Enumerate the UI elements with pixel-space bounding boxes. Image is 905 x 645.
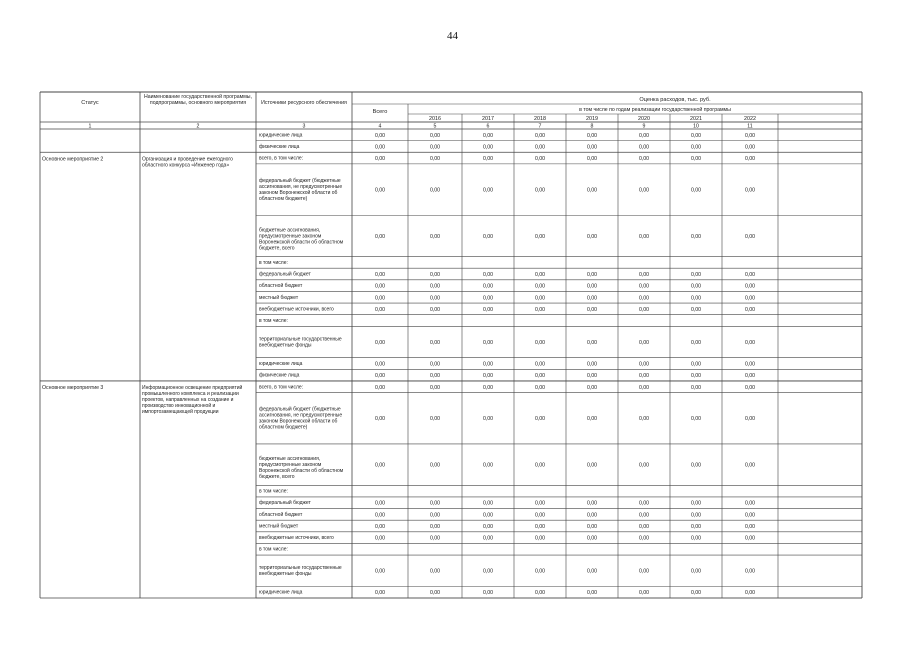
value-year: 0,00 xyxy=(429,132,441,139)
value-year: 0,00 xyxy=(482,590,494,597)
value-year: 0,00 xyxy=(586,144,598,151)
value-year: 0,00 xyxy=(690,416,702,423)
value-year: 0,00 xyxy=(744,306,756,313)
funding-source: в том числе: xyxy=(259,259,288,266)
header-estimate: Оценка расходов, тыс. руб. xyxy=(639,97,711,103)
value-year: 0,00 xyxy=(482,283,494,290)
value-year: 0,00 xyxy=(638,187,650,194)
value-total: 0,00 xyxy=(374,187,386,194)
value-year: 0,00 xyxy=(429,156,441,163)
value-year: 0,00 xyxy=(429,340,441,347)
value-year: 0,00 xyxy=(482,187,494,194)
value-year: 0,00 xyxy=(586,156,598,163)
value-year: 0,00 xyxy=(534,384,546,391)
value-year: 0,00 xyxy=(482,373,494,380)
value-year: 0,00 xyxy=(534,187,546,194)
value-year: 0,00 xyxy=(586,295,598,302)
funding-source: федеральный бюджет (бюджетные ассигнования, не предусмотренные законом Воронежской области об областном бюджете) xyxy=(259,406,343,431)
value-year: 0,00 xyxy=(744,512,756,519)
value-year: 0,00 xyxy=(690,272,702,279)
value-year: 0,00 xyxy=(690,340,702,347)
measure-name: Информационное освещение предприятий промышленного комплекса и реализации проектов, направленных на создание и производство инновационной и импортозамещающей продукции xyxy=(142,384,243,415)
value-year: 0,00 xyxy=(690,306,702,313)
funding-source: федеральный бюджет xyxy=(259,500,311,507)
value-year: 0,00 xyxy=(690,512,702,519)
value-year: 0,00 xyxy=(690,384,702,391)
value-year: 0,00 xyxy=(586,416,598,423)
value-year: 0,00 xyxy=(534,523,546,530)
header-col-number: 11 xyxy=(747,123,753,130)
value-year: 0,00 xyxy=(744,590,756,597)
value-year: 0,00 xyxy=(586,535,598,542)
header-col-number: 10 xyxy=(693,123,699,130)
value-year: 0,00 xyxy=(482,523,494,530)
value-year: 0,00 xyxy=(429,144,441,151)
value-year: 0,00 xyxy=(744,416,756,423)
value-year: 0,00 xyxy=(429,295,441,302)
value-total: 0,00 xyxy=(374,500,386,507)
value-total: 0,00 xyxy=(374,340,386,347)
value-year: 0,00 xyxy=(744,523,756,530)
value-year: 0,00 xyxy=(429,500,441,507)
value-year: 0,00 xyxy=(534,132,546,139)
header-col-number: 1 xyxy=(88,123,92,130)
value-year: 0,00 xyxy=(482,416,494,423)
value-year: 0,00 xyxy=(638,144,650,151)
funding-source: федеральный бюджет (бюджетные ассигнования, не предусмотренные законом Воронежской области об областном бюджете) xyxy=(259,178,343,203)
value-total: 0,00 xyxy=(374,272,386,279)
value-year: 0,00 xyxy=(690,283,702,290)
value-year: 0,00 xyxy=(586,306,598,313)
funding-source: в том числе: xyxy=(259,488,288,495)
value-year: 0,00 xyxy=(744,187,756,194)
value-year: 0,00 xyxy=(482,132,494,139)
value-total: 0,00 xyxy=(374,568,386,575)
value-year: 0,00 xyxy=(586,373,598,380)
value-year: 0,00 xyxy=(429,512,441,519)
value-year: 0,00 xyxy=(429,462,441,469)
value-year: 0,00 xyxy=(744,233,756,240)
funding-source: бюджетные ассигнования, предусмотренные законом Воронежской области об областном бюджете, всего xyxy=(259,227,344,252)
value-year: 0,00 xyxy=(638,295,650,302)
header-col-number: 5 xyxy=(433,123,437,130)
header-year: 2018 xyxy=(534,116,546,122)
value-year: 0,00 xyxy=(534,416,546,423)
value-year: 0,00 xyxy=(638,535,650,542)
value-year: 0,00 xyxy=(429,187,441,194)
status-label: Основное мероприятие 2 xyxy=(42,156,104,163)
funding-source: областной бюджет xyxy=(259,283,303,290)
value-year: 0,00 xyxy=(638,384,650,391)
value-total: 0,00 xyxy=(374,233,386,240)
header-col-number: 6 xyxy=(486,123,490,130)
header-status: Статус xyxy=(81,100,99,106)
value-total: 0,00 xyxy=(374,523,386,530)
funding-source: юридические лица xyxy=(259,132,303,139)
value-year: 0,00 xyxy=(744,132,756,139)
value-total: 0,00 xyxy=(374,535,386,542)
funding-source: областной бюджет xyxy=(259,511,303,518)
page-number: 44 xyxy=(447,30,458,42)
value-year: 0,00 xyxy=(429,523,441,530)
value-year: 0,00 xyxy=(429,373,441,380)
value-year: 0,00 xyxy=(690,132,702,139)
value-year: 0,00 xyxy=(638,462,650,469)
value-year: 0,00 xyxy=(744,283,756,290)
value-year: 0,00 xyxy=(534,144,546,151)
funding-source: внебюджетные источники, всего xyxy=(259,306,334,313)
value-year: 0,00 xyxy=(638,590,650,597)
header-col-number: 7 xyxy=(538,123,542,130)
value-year: 0,00 xyxy=(744,156,756,163)
value-year: 0,00 xyxy=(638,233,650,240)
value-total: 0,00 xyxy=(374,373,386,380)
value-year: 0,00 xyxy=(534,283,546,290)
value-year: 0,00 xyxy=(744,384,756,391)
funding-source: федеральный бюджет xyxy=(259,271,311,278)
value-total: 0,00 xyxy=(374,283,386,290)
funding-source: территориальные государственные внебюджетные фонды xyxy=(259,565,342,578)
value-year: 0,00 xyxy=(482,384,494,391)
header-col-number: 4 xyxy=(378,123,382,130)
value-year: 0,00 xyxy=(690,187,702,194)
value-year: 0,00 xyxy=(690,568,702,575)
value-year: 0,00 xyxy=(482,340,494,347)
value-year: 0,00 xyxy=(690,373,702,380)
value-year: 0,00 xyxy=(744,568,756,575)
value-year: 0,00 xyxy=(534,156,546,163)
value-year: 0,00 xyxy=(586,233,598,240)
value-year: 0,00 xyxy=(429,272,441,279)
value-year: 0,00 xyxy=(429,416,441,423)
value-year: 0,00 xyxy=(534,462,546,469)
funding-source: всего, в том числе: xyxy=(259,384,304,391)
value-year: 0,00 xyxy=(586,272,598,279)
value-year: 0,00 xyxy=(638,568,650,575)
header-subtitle: в том числе по годам реализации государственной программы xyxy=(579,107,731,113)
value-year: 0,00 xyxy=(690,361,702,368)
header-year: 2020 xyxy=(638,116,650,122)
header-year: 2021 xyxy=(690,116,702,122)
value-year: 0,00 xyxy=(586,361,598,368)
funding-source: в том числе: xyxy=(259,546,288,553)
value-year: 0,00 xyxy=(586,590,598,597)
value-year: 0,00 xyxy=(638,306,650,313)
value-year: 0,00 xyxy=(690,523,702,530)
funding-source: юридические лица xyxy=(259,589,303,596)
value-total: 0,00 xyxy=(374,144,386,151)
value-year: 0,00 xyxy=(586,568,598,575)
value-year: 0,00 xyxy=(690,233,702,240)
value-year: 0,00 xyxy=(638,500,650,507)
value-year: 0,00 xyxy=(690,295,702,302)
value-year: 0,00 xyxy=(482,535,494,542)
value-year: 0,00 xyxy=(744,340,756,347)
value-year: 0,00 xyxy=(429,361,441,368)
value-year: 0,00 xyxy=(586,500,598,507)
header-source: Источники ресурсного обеспечения xyxy=(261,100,347,106)
value-total: 0,00 xyxy=(374,156,386,163)
value-year: 0,00 xyxy=(482,233,494,240)
value-year: 0,00 xyxy=(482,512,494,519)
value-year: 0,00 xyxy=(586,187,598,194)
value-year: 0,00 xyxy=(482,568,494,575)
value-year: 0,00 xyxy=(586,462,598,469)
value-total: 0,00 xyxy=(374,361,386,368)
value-year: 0,00 xyxy=(744,272,756,279)
header-col-number: 8 xyxy=(590,123,594,130)
value-year: 0,00 xyxy=(638,361,650,368)
funding-source: местный бюджет xyxy=(259,294,299,301)
value-total: 0,00 xyxy=(374,462,386,469)
value-year: 0,00 xyxy=(429,233,441,240)
value-year: 0,00 xyxy=(638,132,650,139)
value-year: 0,00 xyxy=(482,144,494,151)
value-year: 0,00 xyxy=(482,500,494,507)
value-year: 0,00 xyxy=(534,306,546,313)
value-year: 0,00 xyxy=(690,590,702,597)
value-year: 0,00 xyxy=(429,535,441,542)
value-year: 0,00 xyxy=(534,590,546,597)
value-year: 0,00 xyxy=(744,535,756,542)
funding-source: юридические лица xyxy=(259,361,303,367)
header-col-number: 9 xyxy=(642,123,646,130)
value-year: 0,00 xyxy=(690,535,702,542)
value-year: 0,00 xyxy=(586,523,598,530)
value-year: 0,00 xyxy=(744,462,756,469)
value-year: 0,00 xyxy=(586,384,598,391)
header-year: 2019 xyxy=(586,116,598,122)
value-year: 0,00 xyxy=(638,272,650,279)
value-year: 0,00 xyxy=(534,361,546,368)
value-total: 0,00 xyxy=(374,416,386,423)
measure-name: Организация и проведение ежегодного областного конкурса «Инженер года» xyxy=(142,156,233,169)
value-total: 0,00 xyxy=(374,295,386,302)
value-year: 0,00 xyxy=(482,462,494,469)
value-total: 0,00 xyxy=(374,132,386,139)
value-year: 0,00 xyxy=(744,295,756,302)
value-year: 0,00 xyxy=(638,512,650,519)
value-year: 0,00 xyxy=(429,384,441,391)
funding-source: физические лица xyxy=(259,143,300,150)
value-year: 0,00 xyxy=(482,361,494,368)
header-total: Всего xyxy=(372,109,388,115)
value-year: 0,00 xyxy=(534,535,546,542)
value-year: 0,00 xyxy=(586,512,598,519)
funding-source: местный бюджет xyxy=(259,523,299,530)
value-year: 0,00 xyxy=(534,233,546,240)
value-total: 0,00 xyxy=(374,306,386,313)
value-year: 0,00 xyxy=(638,156,650,163)
value-year: 0,00 xyxy=(429,590,441,597)
value-year: 0,00 xyxy=(638,416,650,423)
value-year: 0,00 xyxy=(534,373,546,380)
value-year: 0,00 xyxy=(534,500,546,507)
value-year: 0,00 xyxy=(429,568,441,575)
value-year: 0,00 xyxy=(482,306,494,313)
value-year: 0,00 xyxy=(586,132,598,139)
header-year: 2022 xyxy=(744,116,756,122)
value-year: 0,00 xyxy=(690,462,702,469)
value-year: 0,00 xyxy=(534,295,546,302)
funding-source: внебюджетные источники, всего xyxy=(259,535,334,542)
value-year: 0,00 xyxy=(534,272,546,279)
value-year: 0,00 xyxy=(744,144,756,151)
value-total: 0,00 xyxy=(374,384,386,391)
funding-source: физические лица xyxy=(259,372,300,379)
value-year: 0,00 xyxy=(744,373,756,380)
funding-source: бюджетные ассигнования, предусмотренные законом Воронежской области об областном бюджете, всего xyxy=(259,456,344,481)
header-program: Наименование государственной программы, подпрограммы, основного мероприятия xyxy=(144,94,252,106)
header-year: 2017 xyxy=(482,116,494,122)
value-year: 0,00 xyxy=(638,283,650,290)
value-year: 0,00 xyxy=(429,306,441,313)
funding-source: территориальные государственные внебюджетные фонды xyxy=(259,336,342,349)
value-year: 0,00 xyxy=(586,283,598,290)
value-total: 0,00 xyxy=(374,590,386,597)
funding-source: в том числе: xyxy=(259,318,288,325)
funding-source: всего, в том числе: xyxy=(259,155,304,162)
value-year: 0,00 xyxy=(690,500,702,507)
header-year: 2016 xyxy=(429,116,441,122)
value-year: 0,00 xyxy=(638,340,650,347)
value-year: 0,00 xyxy=(586,340,598,347)
value-year: 0,00 xyxy=(638,373,650,380)
value-year: 0,00 xyxy=(429,283,441,290)
value-year: 0,00 xyxy=(744,361,756,368)
header-col-number: 3 xyxy=(302,123,306,130)
value-year: 0,00 xyxy=(744,500,756,507)
value-year: 0,00 xyxy=(690,156,702,163)
value-year: 0,00 xyxy=(534,568,546,575)
value-year: 0,00 xyxy=(482,156,494,163)
value-year: 0,00 xyxy=(638,523,650,530)
status-label: Основное мероприятие 3 xyxy=(42,384,104,391)
value-year: 0,00 xyxy=(482,272,494,279)
value-year: 0,00 xyxy=(534,512,546,519)
header-col-number: 2 xyxy=(196,123,200,130)
value-year: 0,00 xyxy=(534,340,546,347)
value-year: 0,00 xyxy=(690,144,702,151)
value-year: 0,00 xyxy=(482,295,494,302)
value-total: 0,00 xyxy=(374,512,386,519)
